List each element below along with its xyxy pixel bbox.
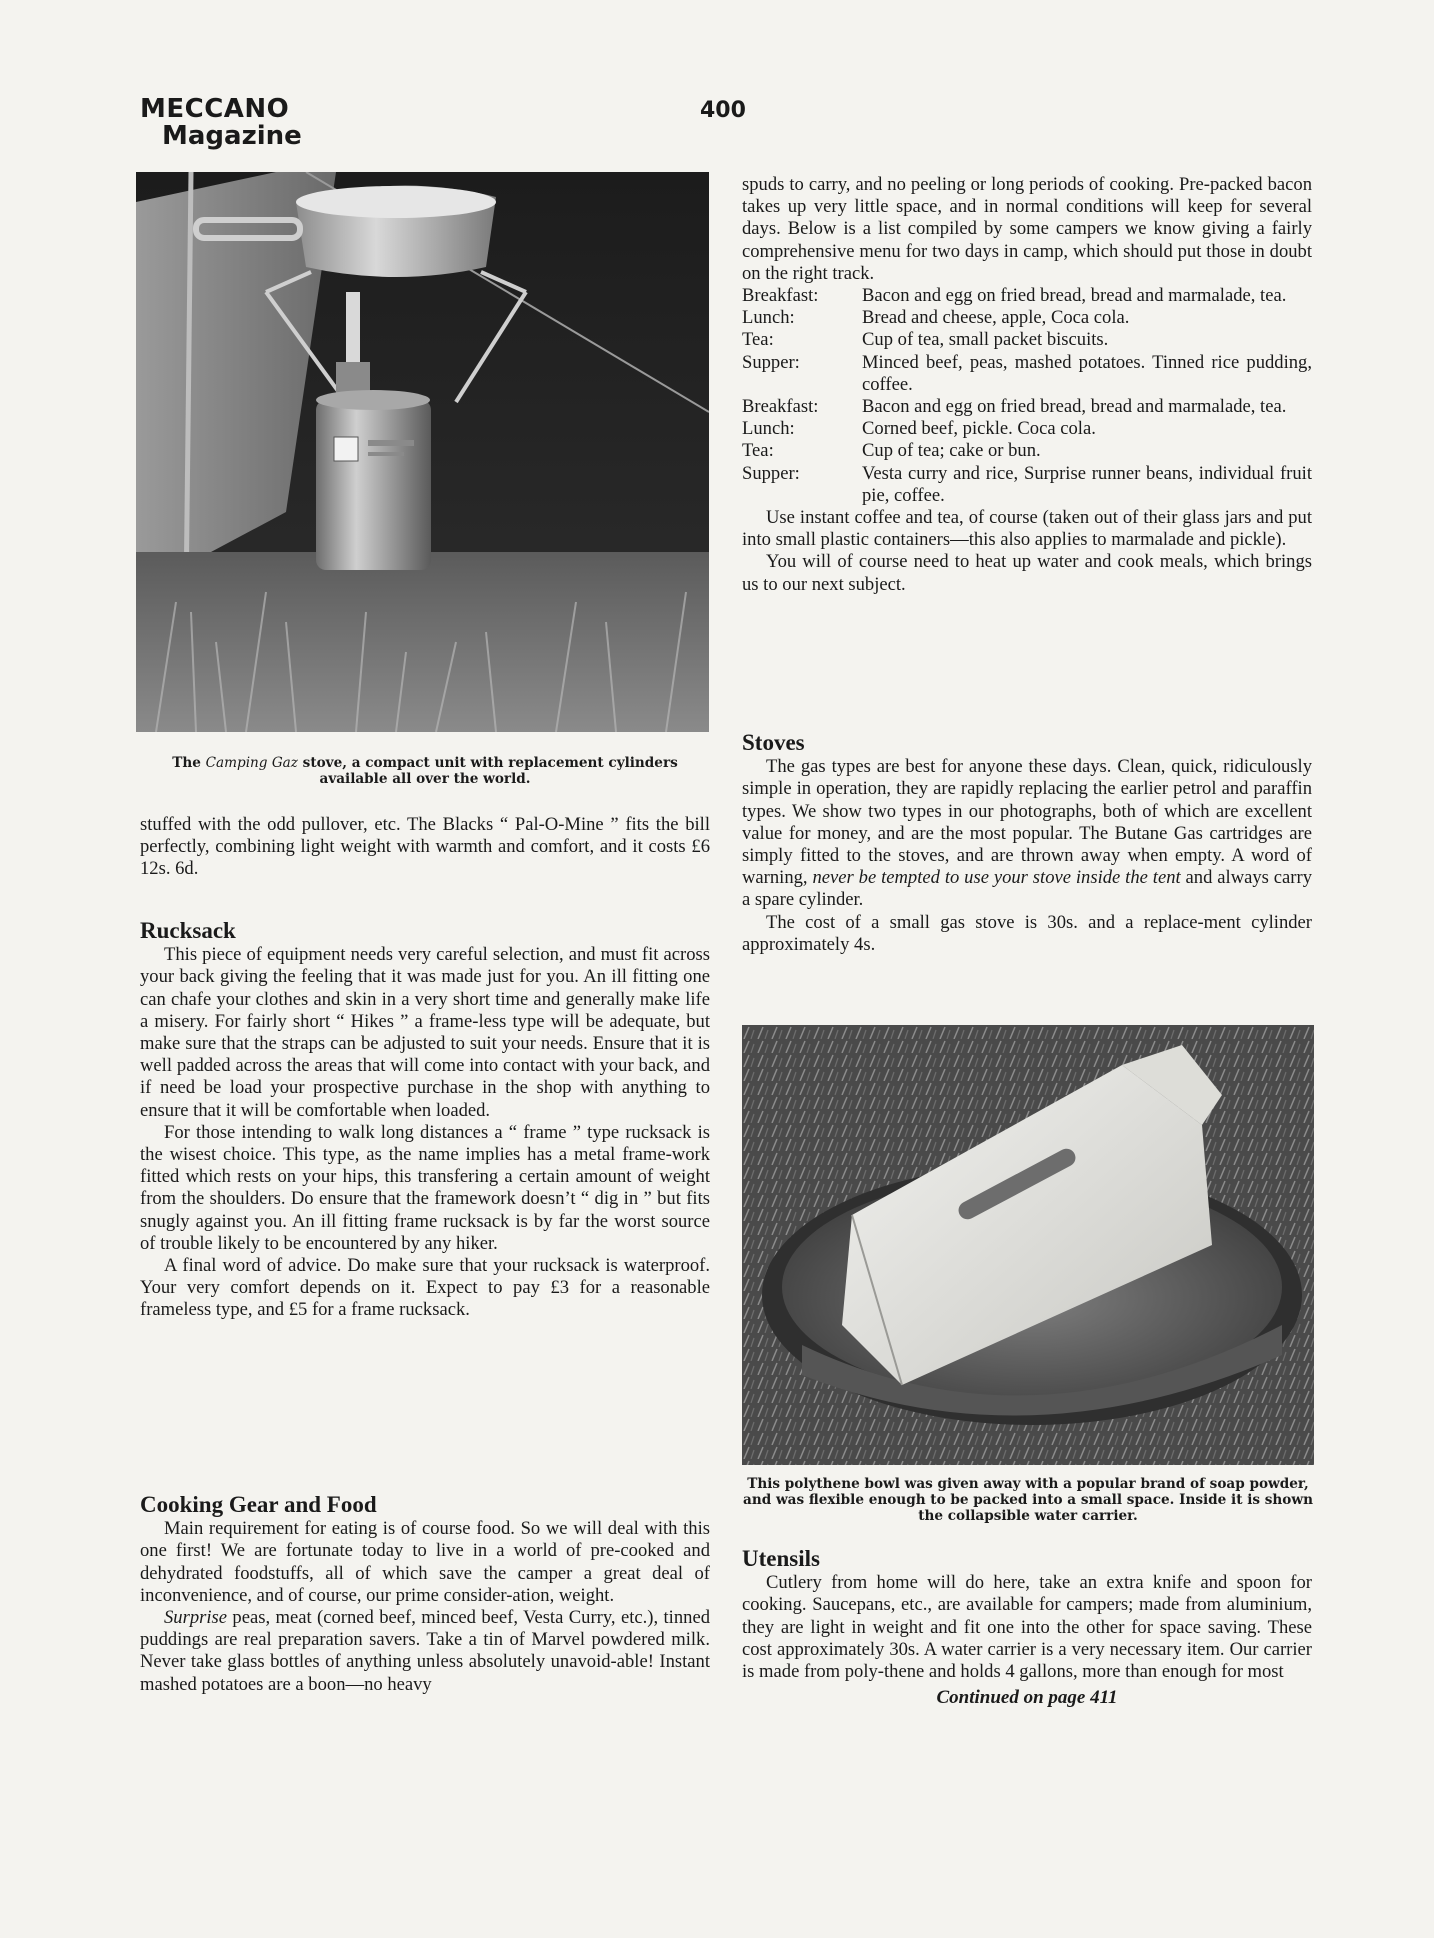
paragraph	[742, 756, 1312, 911]
menu-food: Vesta curry and rice, Surprise runner beans, individual fruit pie, coffee.	[862, 462, 1312, 506]
paragraph: Main requirement for eating is of course food. So we will deal with this one first! We are fortunate today to live in a world of pre-cooked and dehydrated foodstuffs, all of which save the camper a great deal of inconvenience, and of course, our prime consider-ation, weight.	[140, 1518, 710, 1606]
section-heading: Cooking Gear and Food	[140, 1492, 377, 1517]
bowl-photo-caption: This polythene bowl was given away with a popular brand of soap powder, and was flexible enough to be packed into a small space. Inside it is shown the collapsible water carrier.	[743, 1476, 1313, 1524]
paragraph: The cost of a small gas stove is 30s. and a replace-ment cylinder approximately 4s.	[742, 911, 1312, 955]
section-heading: Rucksack	[140, 918, 236, 943]
masthead-title: MECCANO	[140, 94, 290, 124]
menu-row	[742, 418, 1312, 440]
camp-menu-table	[742, 285, 1312, 507]
paragraph: Cutlery from home will do here, take an extra knife and spoon for cooking. Saucepans, etc., are available for campers; made from aluminium, they are light in weight and fit one into the other for space saving. These cost approximately 30s. A water carrier is a very necessary item. Our carrier is made from poly-thene and holds 4 gallons, more than enough for most	[742, 1572, 1312, 1683]
paragraph: You will of course need to heat up water and cook meals, which brings us to our next subject.	[742, 551, 1312, 595]
paragraph	[140, 1607, 710, 1696]
paragraph-text: and always carry a spare cylinder.	[742, 867, 1312, 911]
masthead	[140, 96, 302, 151]
paragraph: Use instant coffee and tea, of course (taken out of their glass jars and put into small plastic containers—this also applies to marmalade and pickle).	[742, 507, 1312, 551]
paragraph: For those intending to walk long distances a “ frame ” type rucksack is the wisest choice. This type, as the name implies has a metal frame-work fitted which rests on your hips, this transfering a certain amount of weight from the shoulders. Do ensure that the framework doesn’t “ dig in ” but fits snugly against you. An ill fitting frame rucksack is by far the worst source of trouble likely to be encountered by any hiker.	[140, 1121, 710, 1254]
menu-meal: Lunch:	[742, 418, 795, 440]
caption-text: The	[172, 755, 206, 771]
caption-text: stove, a compact unit with replacement cylinders available all over the world.	[297, 755, 678, 787]
menu-food: Cup of tea; cake or bun.	[862, 440, 1041, 462]
paragraph: spuds to carry, and no peeling or long periods of cooking. Pre-packed bacon takes up very little space, and in normal conditions will keep for several days. Below is a list compiled by some campers we know giving a fairly comprehensive menu for two days in camp, which should put those in doubt on the right track.	[742, 174, 1312, 284]
menu-meal: Lunch:	[742, 307, 795, 329]
paragraph: This piece of equipment needs very careful selection, and must fit across your back giving the feeling that it was made just for you. An ill fitting one can chafe your clothes and skin in a very short time and generally make life a misery. For fairly short “ Hikes ” a frame-less type will be adequate, but make sure that the straps can be adjusted to suit your needs. Ensure that it is well padded across the areas that will come into contact with your back, and if need be load your prospective purchase in the shop with anything to ensure that it will be comfortable when loaded.	[140, 944, 710, 1121]
right-column-top	[742, 174, 1312, 596]
menu-row	[742, 307, 1312, 329]
continued-notice: Continued on page 411	[936, 1687, 1118, 1709]
utensils-section	[742, 1548, 1312, 1709]
polythene-bowl-photo	[742, 1025, 1314, 1465]
menu-meal: Tea:	[742, 329, 774, 351]
stoves-section	[742, 732, 1312, 956]
menu-food: Minced beef, peas, mashed potatoes. Tinned rice pudding, coffee.	[862, 351, 1312, 395]
caption-italic: Camping Gaz	[205, 755, 298, 771]
paragraph-text: The gas types are best for anyone these days. Clean, quick, ridiculously simple in operation, they are rapidly replacing the earlier petrol and paraffin types. We show two types in our photographs, both of which are excellent value for money, and are the most popular. The Butane Gas cartridges are simply fitted to the stoves, and are thrown away when empty. A word of warning,	[742, 756, 1312, 889]
menu-meal: Supper:	[742, 351, 800, 373]
rucksack-section	[140, 920, 710, 1322]
section-heading: Stoves	[742, 730, 805, 755]
menu-meal: Breakfast:	[742, 285, 819, 307]
paragraph: A final word of advice. Do make sure that your rucksack is waterproof. Your very comfort depends on it. Expect to pay £3 for a reasonable frameless type, and £5 for a frame rucksack.	[140, 1255, 710, 1321]
menu-food: Corned beef, pickle. Coca cola.	[862, 418, 1096, 440]
page-number: 400	[700, 98, 746, 123]
menu-food: Bacon and egg on fried bread, bread and marmalade, tea.	[862, 285, 1287, 307]
menu-row	[742, 285, 1312, 307]
paragraph-text: peas, meat (corned beef, minced beef, Vesta Curry, etc.), tinned puddings are real preparation savers. Take a tin of Marvel powdered milk. Never take glass bottles of anything unless absolutely unavoid-able! Instant mashed potatoes are a boon—no heavy	[140, 1607, 710, 1695]
menu-row	[742, 440, 1312, 462]
menu-meal: Supper:	[742, 462, 800, 484]
section-heading: Utensils	[742, 1546, 820, 1571]
camping-stove-photo	[136, 172, 709, 732]
paragraph: stuffed with the odd pullover, etc. The Blacks “ Pal-O-Mine ” fits the bill perfectly, combining light weight with warmth and comfort, and it costs £6 12s. 6d.	[140, 814, 710, 880]
cooking-section	[140, 1494, 710, 1696]
menu-row	[742, 463, 1312, 507]
masthead-subtitle: Magazine	[162, 121, 302, 152]
menu-row	[742, 352, 1312, 396]
menu-meal: Tea:	[742, 440, 774, 462]
menu-meal: Breakfast:	[742, 396, 819, 418]
menu-row	[742, 396, 1312, 418]
stove-photo-caption	[140, 755, 710, 787]
menu-row	[742, 329, 1312, 351]
italic-warning: never be tempted to use your stove inside the tent	[812, 867, 1181, 889]
menu-food: Cup of tea, small packet biscuits.	[862, 329, 1109, 351]
left-column	[140, 814, 710, 881]
italic-text: Surprise	[164, 1607, 228, 1629]
menu-food: Bacon and egg on fried bread, bread and marmalade, tea.	[862, 396, 1287, 418]
menu-food: Bread and cheese, apple, Coca cola.	[862, 307, 1130, 329]
